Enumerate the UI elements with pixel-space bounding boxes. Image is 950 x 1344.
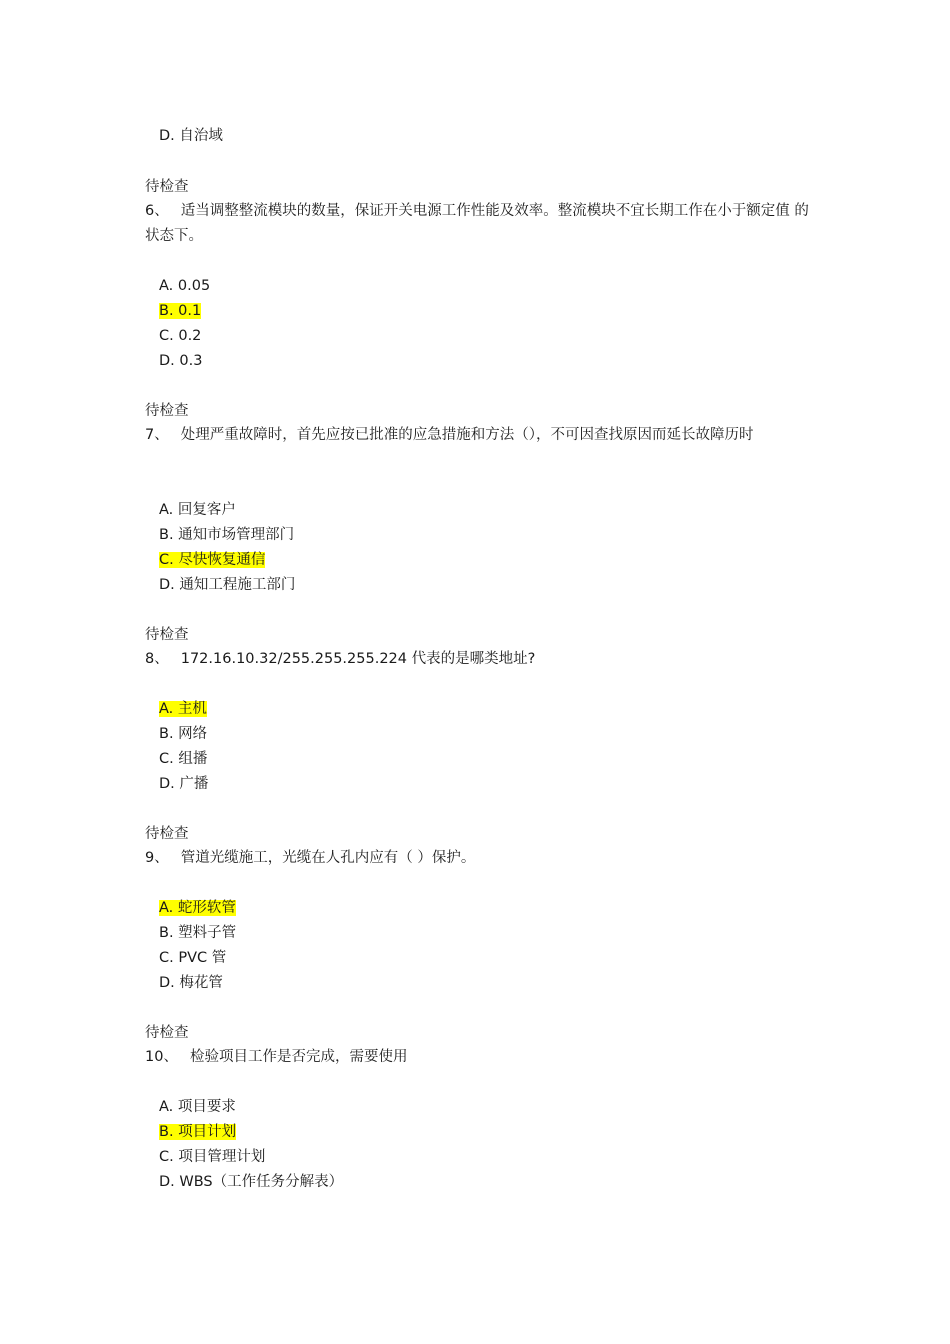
- option-c: C. 0.2: [159, 328, 202, 344]
- option-c: C. PVC 管: [159, 950, 227, 966]
- option-b: [159, 301, 201, 321]
- question-body: 检验项目工作是否完成，需要使用: [189, 1049, 408, 1065]
- option-a: [159, 699, 207, 719]
- option-d: D. 0.3: [159, 353, 203, 369]
- question-number: 10、: [145, 1049, 178, 1065]
- question-6-text: [145, 199, 815, 249]
- option-d: D. 梅花管: [159, 975, 223, 991]
- highlighted-answer: A. 主机: [159, 701, 207, 717]
- question-8-text: [145, 647, 815, 672]
- option-prev-d: D. 自治域: [159, 128, 223, 144]
- option-b: B. 塑料子管: [159, 925, 237, 941]
- question-9-text: [145, 846, 815, 871]
- option-b: B. 网络: [159, 726, 208, 742]
- highlighted-answer: B. 项目计划: [159, 1124, 237, 1140]
- question-number: 8、: [145, 651, 169, 667]
- question-body: 适当调整整流模块的数量，保证开关电源工作性能及效率。整流模块不宜长期工作在小于额定值 的状态下。: [145, 203, 809, 244]
- question-body: 管道光缆施工，光缆在人孔内应有（ ）保护。: [180, 850, 476, 866]
- question-number: 7、: [145, 427, 169, 443]
- status-label: 待检查: [145, 627, 189, 643]
- status-label: 待检查: [145, 826, 189, 842]
- highlighted-answer: C. 尽快恢复通信: [159, 552, 266, 568]
- option-c: C. 项目管理计划: [159, 1149, 266, 1165]
- option-a: [159, 898, 236, 918]
- question-number: 9、: [145, 850, 169, 866]
- option-d: D. WBS（工作任务分解表）: [159, 1174, 344, 1190]
- highlighted-answer: A. 蛇形软管: [159, 900, 236, 916]
- option-c: C. 组播: [159, 751, 208, 767]
- question-body: 172.16.10.32/255.255.255.224 代表的是哪类地址?: [180, 651, 536, 667]
- option-b: B. 通知市场管理部门: [159, 527, 295, 543]
- option-a: A. 项目要求: [159, 1099, 236, 1115]
- status-label: 待检查: [145, 179, 189, 195]
- question-number: 6、: [145, 203, 169, 219]
- option-c: [159, 550, 265, 570]
- option-d: D. 广播: [159, 776, 209, 792]
- option-a: A. 回复客户: [159, 502, 236, 518]
- option-b: [159, 1122, 236, 1142]
- status-label: 待检查: [145, 403, 189, 419]
- question-7-text: [145, 423, 815, 448]
- question-10-text: [145, 1045, 815, 1070]
- option-a: A. 0.05: [159, 278, 211, 294]
- option-d: D. 通知工程施工部门: [159, 577, 296, 593]
- highlighted-answer: B. 0.1: [159, 303, 202, 319]
- status-label: 待检查: [145, 1025, 189, 1041]
- question-body: 处理严重故障时，首先应按已批准的应急措施和方法（），不可因查找原因而延长故障历时: [180, 427, 754, 443]
